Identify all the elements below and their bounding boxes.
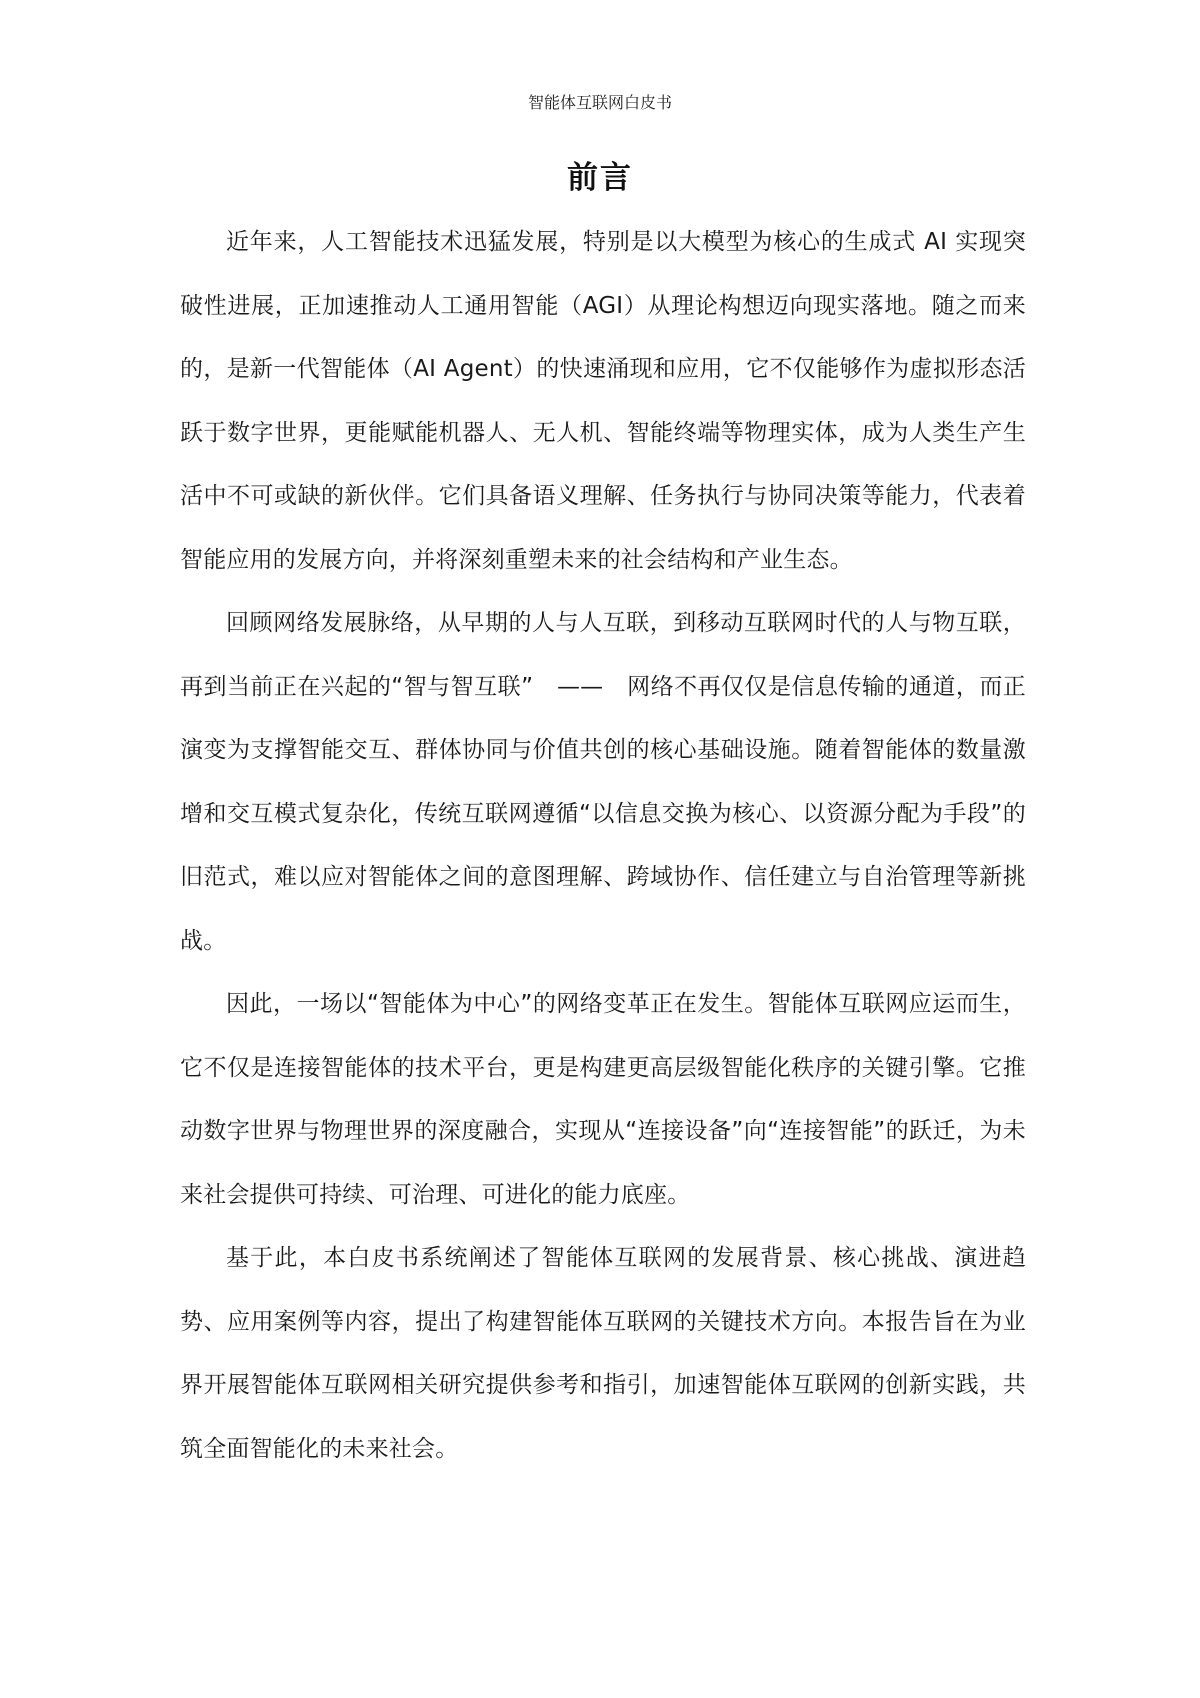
running-header: 智能体互联网白皮书 bbox=[527, 93, 672, 112]
body-text bbox=[180, 211, 1026, 1481]
paragraph-2: 回顾网络发展脉络，从早期的人与人互联，到移动互联网时代的人与物互联，再到当前正在兴起的“智与智互联” —— 网络不再仅仅是信息传输的通道，而正演变为支撑智能交互、群体协同与价值共创的核心基础设施。随着智能体的数量激增和交互模式复杂化，传统互联网遵循“以信息交换为核心、以资源分配为手段”的旧范式，难以应对智能体之间的意图理解、跨域协作、信任建立与自治管理等新挑战。 bbox=[180, 610, 1026, 954]
paragraph-1: 近年来，人工智能技术迅猛发展，特别是以大模型为核心的生成式 AI 实现突破性进展，正加速推动人工通用智能（AGI）从理论构想迈向现实落地。随之而来的，是新一代智能体（AI Agent）的快速涌现和应用，它不仅能够作为虚拟形态活跃于数字世界，更能赋能机器人、无人机、智能终端等物理实体，成为人类生产生活中不可或缺的新伙伴。它们具备语义理解、任务执行与协同决策等能力，代表着智能应用的发展方向，并将深刻重塑未来的社会结构和产业生态。 bbox=[180, 229, 1026, 573]
section-title: 前言 bbox=[567, 160, 633, 196]
paragraph-3: 因此，一场以“智能体为中心”的网络变革正在发生。智能体互联网应运而生，它不仅是连接智能体的技术平台，更是构建更高层级智能化秩序的关键引擎。它推动数字世界与物理世界的深度融合，实现从“连接设备”向“连接智能”的跃迁，为未来社会提供可持续、可治理、可进化的能力底座。 bbox=[180, 991, 1026, 1208]
paragraph-4: 基于此，本白皮书系统阐述了智能体互联网的发展背景、核心挑战、演进趋势、应用案例等内容，提出了构建智能体互联网的关键技术方向。本报告旨在为业界开展智能体互联网相关研究提供参考和指引，加速智能体互联网的创新实践，共筑全面智能化的未来社会。 bbox=[180, 1245, 1026, 1462]
